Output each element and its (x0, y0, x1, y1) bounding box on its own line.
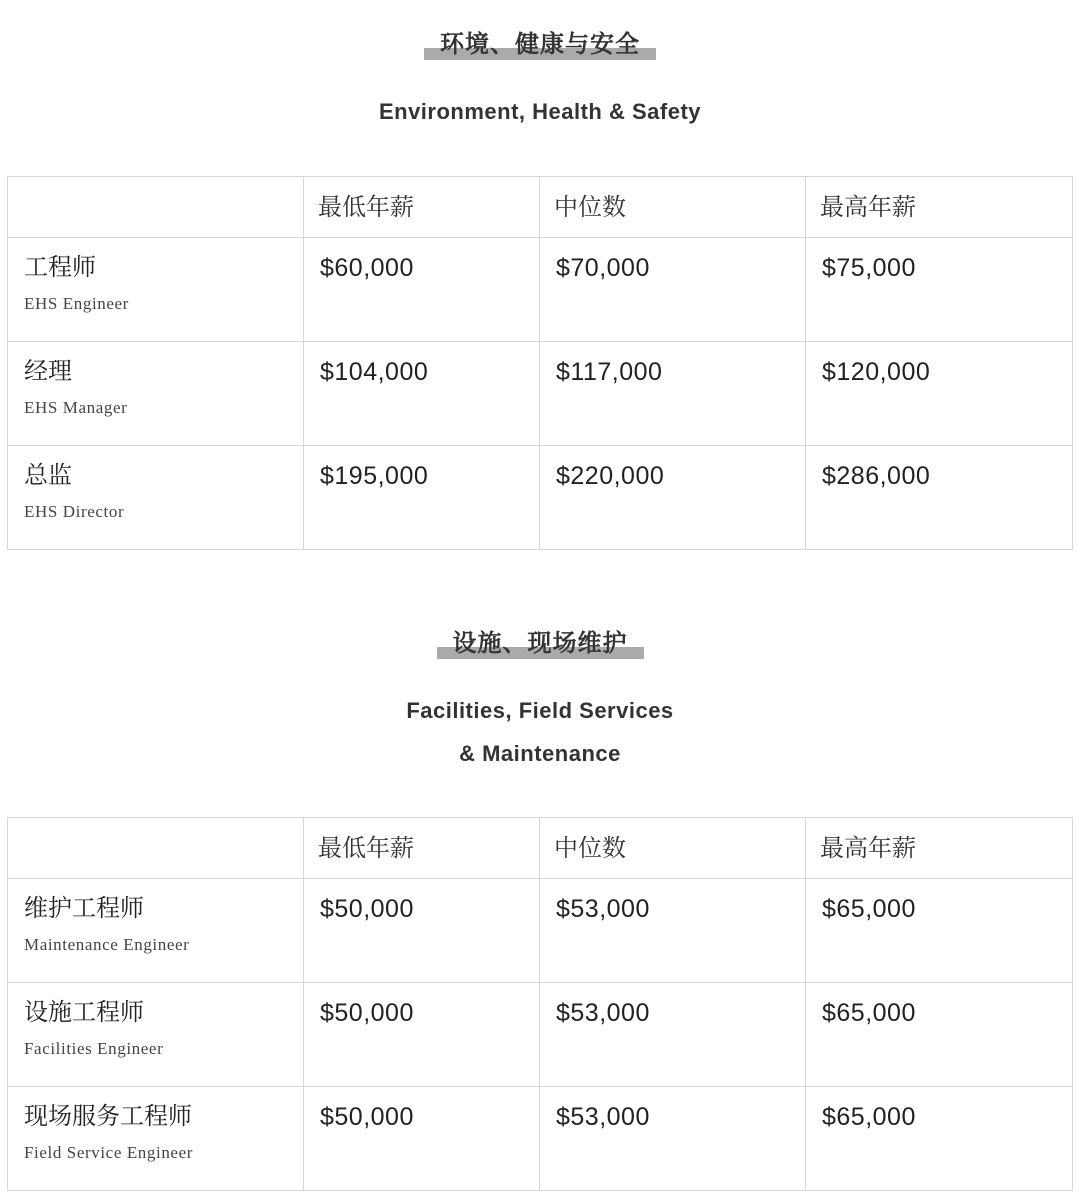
role-cell (8, 342, 304, 446)
median-salary-cell: $70,000 (540, 238, 806, 342)
max-salary-cell: $65,000 (806, 879, 1073, 983)
header-cell-median: 中位数 (540, 818, 806, 879)
min-salary-cell: $50,000 (304, 1087, 540, 1191)
role-name-zh: 现场服务工程师 (24, 1102, 192, 1130)
header-cell (8, 818, 304, 879)
role-name-en: EHS Engineer (24, 294, 129, 313)
salary-table-facilities (7, 817, 1073, 1191)
table-header-row (8, 818, 1073, 879)
salary-table-ehs (7, 176, 1073, 550)
min-salary-cell: $195,000 (304, 446, 540, 550)
max-salary-cell: $65,000 (806, 1087, 1073, 1191)
median-salary-cell: $53,000 (540, 879, 806, 983)
role-name-zh: 经理 (24, 357, 72, 385)
median-salary-cell: $117,000 (540, 342, 806, 446)
header-cell-max: 最高年薪 (806, 177, 1073, 238)
header-cell-min: 最低年薪 (304, 177, 540, 238)
section-title-en: Environment, Health & Safety (378, 99, 702, 124)
role-cell (8, 238, 304, 342)
header-cell (8, 177, 304, 238)
role-name-zh: 维护工程师 (24, 894, 144, 922)
section-title-en: Facilities, Field Services & Maintenance (406, 698, 674, 766)
header-cell-max: 最高年薪 (806, 818, 1073, 879)
section-facilities (0, 627, 1080, 775)
table-row (8, 342, 1073, 446)
section-ehs (0, 28, 1080, 133)
max-salary-cell: $65,000 (806, 983, 1073, 1087)
min-salary-cell: $104,000 (304, 342, 540, 446)
table-row (8, 238, 1073, 342)
role-name-en: Field Service Engineer (24, 1143, 193, 1162)
role-name-zh: 工程师 (24, 253, 96, 281)
max-salary-cell: $75,000 (806, 238, 1073, 342)
min-salary-cell: $50,000 (304, 879, 540, 983)
role-cell (8, 446, 304, 550)
max-salary-cell: $286,000 (806, 446, 1073, 550)
role-name-zh: 总监 (24, 461, 72, 489)
table-header-row (8, 177, 1073, 238)
header-cell-min: 最低年薪 (304, 818, 540, 879)
median-salary-cell: $53,000 (540, 1087, 806, 1191)
role-name-zh: 设施工程师 (24, 998, 144, 1026)
section-title-zh: 环境、健康与安全 (424, 28, 656, 60)
section-title-zh: 设施、现场维护 (437, 627, 644, 659)
role-cell (8, 983, 304, 1087)
median-salary-cell: $53,000 (540, 983, 806, 1087)
role-name-en: EHS Manager (24, 398, 128, 417)
role-name-en: Facilities Engineer (24, 1039, 164, 1058)
table-row (8, 1087, 1073, 1191)
header-cell-median: 中位数 (540, 177, 806, 238)
role-cell (8, 1087, 304, 1191)
role-cell (8, 879, 304, 983)
table-row (8, 446, 1073, 550)
min-salary-cell: $60,000 (304, 238, 540, 342)
table-row (8, 879, 1073, 983)
role-name-en: Maintenance Engineer (24, 935, 190, 954)
min-salary-cell: $50,000 (304, 983, 540, 1087)
table-row (8, 983, 1073, 1087)
median-salary-cell: $220,000 (540, 446, 806, 550)
max-salary-cell: $120,000 (806, 342, 1073, 446)
role-name-en: EHS Director (24, 502, 125, 521)
